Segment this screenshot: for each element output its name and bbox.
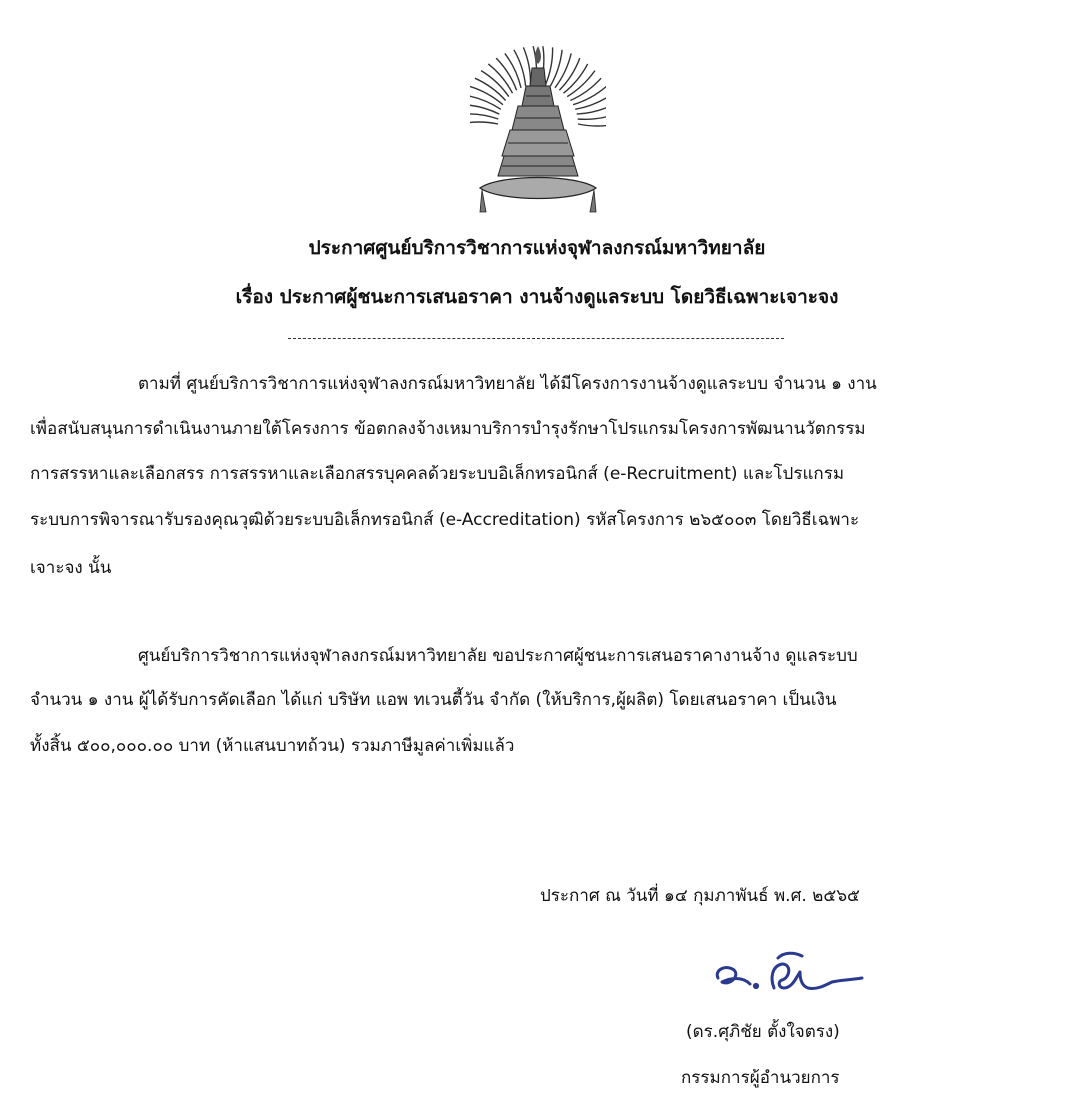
announcement-subject: เรื่อง ประกาศผู้ชนะการเสนอราคา งานจ้างดูแลระบบ โดยวิธีเฉพาะเจาะจง bbox=[235, 286, 839, 308]
announcement-date: ประกาศ ณ วันที่ ๑๔ กุมภาพันธ์ พ.ศ. ๒๕๖๕ bbox=[540, 886, 860, 906]
paragraph2-line: ศูนย์บริการวิชาการแห่งจุฬาลงกรณ์มหาวิทยาลัย ขอประกาศผู้ชนะการเสนอราคางานจ้าง ดูแลระบบ bbox=[138, 646, 858, 666]
paragraph1-line: การสรรหาและเลือกสรร การสรรหาและเลือกสรรบุคคลด้วยระบบอิเล็กทรอนิกส์ (e-Recruitment) และโปรแกรม bbox=[30, 464, 845, 484]
divider-line bbox=[288, 338, 784, 339]
signer-position: กรรมการผู้อำนวยการ bbox=[681, 1068, 840, 1088]
emblem-ray bbox=[470, 114, 498, 119]
announcement-title: ประกาศศูนย์บริการวิชาการแห่งจุฬาลงกรณ์มหาวิทยาลัย bbox=[308, 237, 766, 259]
emblem-ray bbox=[559, 58, 579, 90]
emblem-ray bbox=[578, 124, 606, 126]
emblem-ray bbox=[577, 105, 606, 115]
emblem-ray bbox=[514, 50, 526, 86]
paragraph1-line: เพื่อสนับสนุนการดำเนินงานภายใต้โครงการ ข้อตกลงจ้างเหมาบริการบำรุงรักษาโปรแกรมโครงการพัฒนานวัตกรรม bbox=[30, 419, 866, 439]
handwritten-signature-icon bbox=[712, 948, 868, 1000]
emblem-ray bbox=[470, 122, 498, 124]
signer-name: (ดร.ศุภิชัย ตั้งใจตรง) bbox=[686, 1022, 840, 1042]
paragraph1-line: เจาะจง นั้น bbox=[30, 558, 112, 578]
emblem-ray bbox=[470, 95, 501, 109]
paragraph1-line: ตามที่ ศูนย์บริการวิชาการแห่งจุฬาลงกรณ์มหาวิทยาลัย ได้มีโครงการงานจ้างดูแลระบบ จำนวน ๑ งาน bbox=[138, 374, 877, 394]
emblem-ray bbox=[546, 47, 553, 84]
paragraph2-line: จำนวน ๑ งาน ผู้ได้รับการคัดเลือก ได้แก่ บริษัท แอพ ทเวนตี้วัน จำกัด (ให้บริการ,ผู้ผลิต) โดยเสนอราคา เป็นเงิน bbox=[30, 690, 837, 710]
paragraph1-line: ระบบการพิจารณารับรองคุณวุฒิด้วยระบบอิเล็กทรอนิกส์ (e-Accreditation) รหัสโครงการ ๒๖๕๐๐๓ โดยวิธีเฉพาะ bbox=[30, 510, 860, 530]
emblem-ray bbox=[578, 114, 606, 119]
paragraph2-line: ทั้งสิ้น ๕๐๐,๐๐๐.๐๐ บาท (ห้าแสนบาทถ้วน) รวมภาษีมูลค่าเพิ่มแล้ว bbox=[30, 736, 515, 756]
chulalongkorn-emblem-icon bbox=[470, 28, 606, 224]
